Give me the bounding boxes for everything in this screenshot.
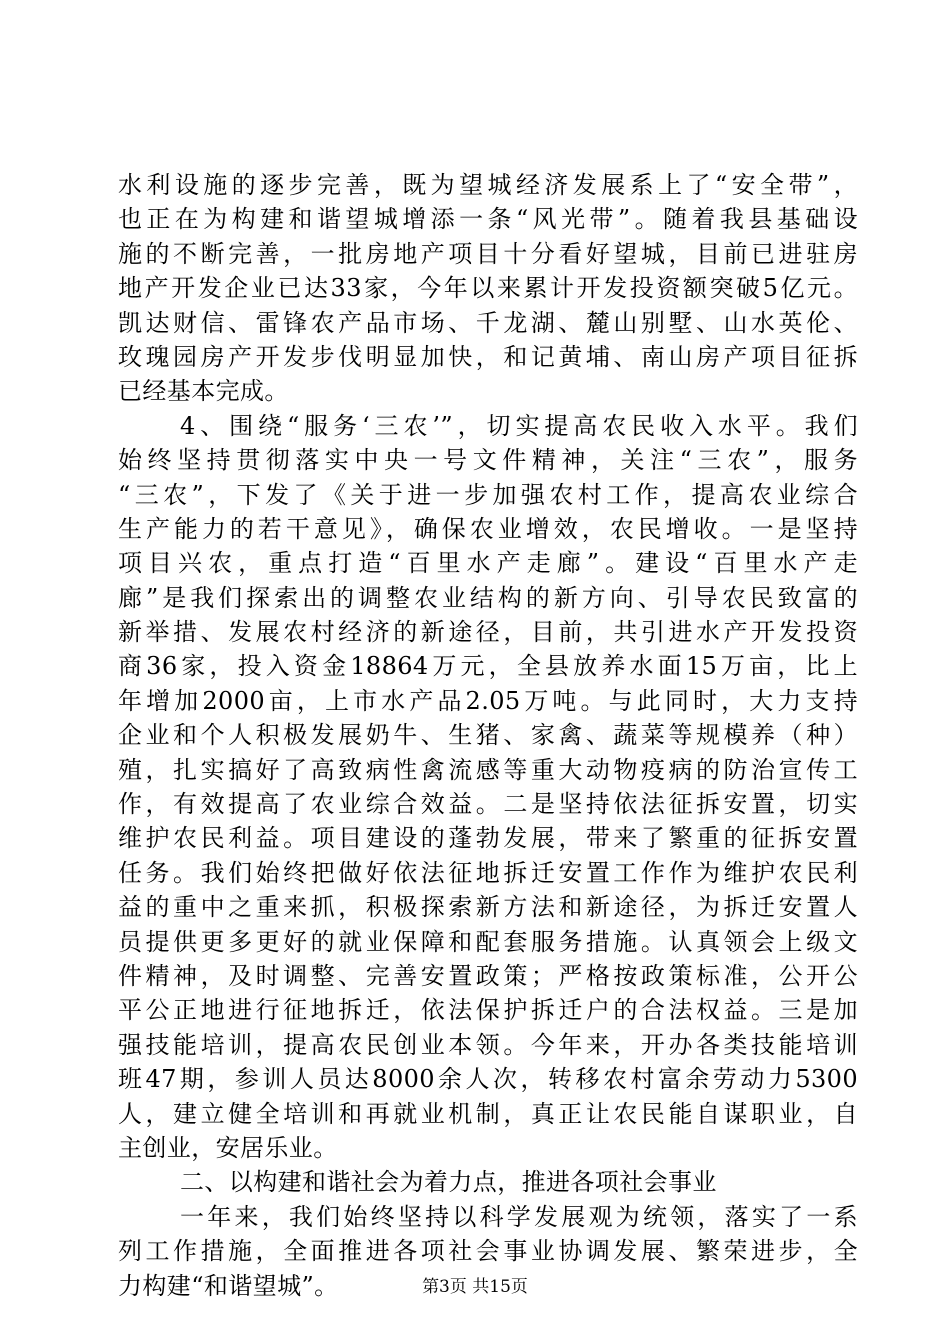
text-line: 殖，扎实搞好了高致病性禽流感等重大动物疫病的防治宣传工: [118, 755, 858, 784]
text-line: 任务。我们始终把做好依法征地拆迁安置工作作为维护农民利: [118, 858, 858, 887]
text-line: 班47期，参训人员达8000余人次，转移农村富余劳动力5300: [118, 1065, 858, 1094]
text-line: 始终坚持贯彻落实中央一号文件精神，关注“三农”，服务: [118, 446, 858, 475]
text-line: 施的不断完善，一批房地产项目十分看好望城，目前已进驻房: [118, 239, 858, 268]
text-line: 商36家，投入资金18864万元，全县放养水面15万亩，比上: [118, 652, 858, 681]
paragraph-start-line: 一年来，我们始终坚持以科学发展观为统领，落实了一系: [180, 1202, 858, 1231]
text-line: 企业和个人积极发展奶牛、生猪、家禽、蔬菜等规模养（种）: [118, 721, 858, 750]
text-line: 作，有效提高了农业综合效益。二是坚持依法征拆安置，切实: [118, 790, 858, 819]
text-line: 维护农民利益。项目建设的蓬勃发展，带来了繁重的征拆安置: [118, 824, 858, 853]
page-footer: [0, 1276, 950, 1298]
text-line: 生产能力的若干意见》，确保农业增效，农民增收。一是坚持: [118, 514, 858, 543]
text-line: 件精神，及时调整、完善安置政策；严格按政策标准，公开公: [118, 961, 858, 990]
text-line: 凯达财信、雷锋农产品市场、千龙湖、麓山别墅、山水英伦、: [118, 308, 858, 337]
text-line: 平公正地进行征地拆迁，依法保护拆迁户的合法权益。三是加: [118, 996, 858, 1025]
text-line: 力构建“和谐望城”。: [118, 1271, 339, 1300]
text-line: 新举措、发展农村经济的新途径，目前，共引进水产开发投资: [118, 618, 858, 647]
text-line: 已经基本完成。: [118, 377, 289, 406]
text-line: 廊”是我们探索出的调整农业结构的新方向、引导农民致富的: [118, 583, 858, 612]
text-line: 水利设施的逐步完善，既为望城经济发展系上了“安全带”，: [118, 171, 858, 199]
paragraph-start-line: 4、围绕“服务‘三农’”，切实提高农民收入水平。我们: [180, 411, 858, 440]
text-line: 员提供更多更好的就业保障和配套服务措施。认真领会上级文: [118, 927, 858, 956]
section-heading: 二、以构建和谐社会为着力点，推进各项社会事业: [180, 1168, 717, 1197]
text-line: 年增加2000亩，上市水产品2.05万吨。与此同时，大力支持: [118, 686, 858, 715]
text-line: 列工作措施，全面推进各项社会事业协调发展、繁荣进步，全: [118, 1237, 858, 1266]
text-line: 强技能培训，提高农民创业本领。今年来，开办各类技能培训: [118, 1030, 858, 1059]
text-line: “三农”，下发了《关于进一步加强农村工作，提高农业综合: [118, 480, 858, 509]
page-number: 第3页 共15页: [422, 1277, 528, 1297]
text-line: 益的重中之重来抓，积极探索新方法和新途径，为拆迁安置人: [118, 893, 858, 922]
text-line: 也正在为构建和谐望城增添一条“风光带”。随着我县基础设: [118, 205, 858, 234]
text-line: 人，建立健全培训和再就业机制，真正让农民能自谋职业，自: [118, 1099, 858, 1128]
text-line: 地产开发企业已达33家，今年以来累计开发投资额突破5亿元。: [118, 274, 858, 303]
text-line: 主创业，安居乐业。: [118, 1133, 338, 1162]
document-body: [118, 168, 858, 1303]
text-line: 玫瑰园房产开发步伐明显加快，和记黄埔、南山房产项目征拆: [118, 342, 858, 371]
text-line: 项目兴农，重点打造“百里水产走廊”。建设“百里水产走: [118, 549, 858, 578]
